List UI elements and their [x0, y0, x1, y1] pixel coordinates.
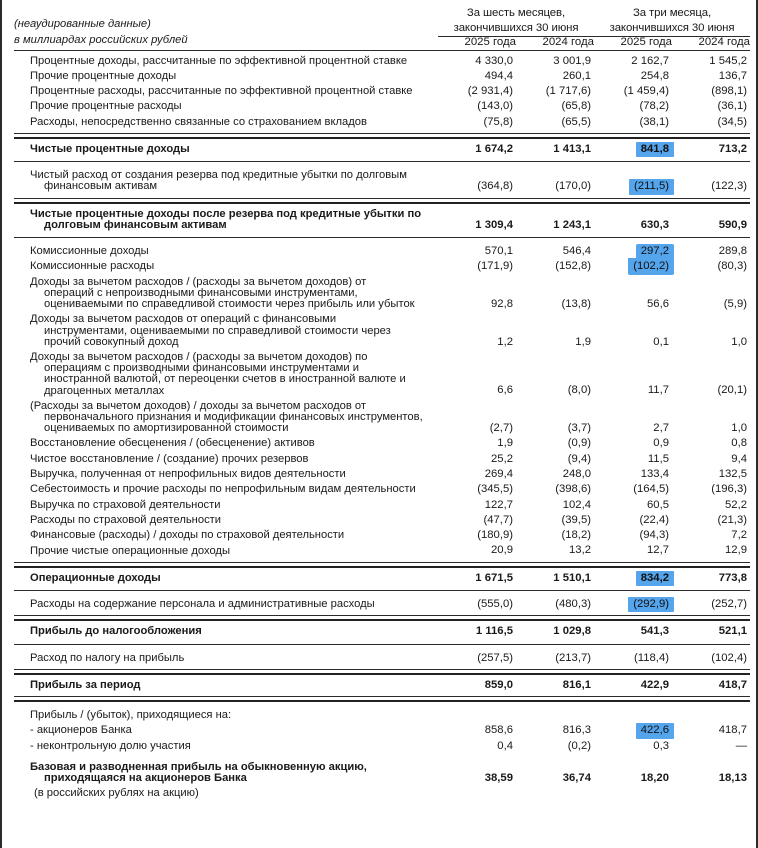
- cell-6m-2025: (180,9): [477, 529, 513, 542]
- cell-3m-2024: 7,2: [731, 529, 747, 542]
- cell-6m-2025: 92,8: [491, 298, 513, 310]
- cell-3m-2025: (118,4): [634, 651, 669, 664]
- cell-6m-2024: 1 243,1: [553, 218, 591, 231]
- table-row: [14, 708, 750, 723]
- table-row: [14, 259, 750, 274]
- cell-6m-2024: 1,9: [575, 335, 591, 348]
- cell-3m-2024: 521,1: [718, 625, 747, 638]
- cell-3m-2025: 60,5: [647, 498, 669, 511]
- cell-3m-2024: (80,3): [717, 260, 747, 273]
- cell-3m-2025: 11,7: [647, 384, 669, 397]
- highlight-chip: (102,2): [628, 258, 674, 274]
- cell-3m-2025-highlighted: [594, 244, 672, 259]
- cell-3m-2025-highlighted: [594, 259, 672, 274]
- cell-6m-2024: (9,4): [567, 452, 591, 465]
- cell-6m-2025: 570,1: [484, 245, 513, 258]
- table-row: [14, 723, 750, 738]
- cell-6m-2025: 494,4: [484, 69, 513, 82]
- cell-6m-2024: (0,9): [567, 437, 591, 450]
- cell-6m-2025: 1 674,2: [475, 142, 513, 155]
- cell-6m-2024: (213,7): [555, 651, 591, 664]
- table-row: [14, 244, 750, 259]
- cell-6m-2024: 260,1: [562, 69, 591, 82]
- table-row: [14, 651, 750, 666]
- cell-6m-2024: (398,6): [555, 483, 591, 496]
- row-label: Выручка по страховой деятельности: [30, 498, 221, 511]
- cell-3m-2025-highlighted: [594, 597, 672, 612]
- row-label: Выручка, полученная от непрофильных видов деятельности: [30, 468, 346, 481]
- highlight-chip: 422,6: [636, 723, 674, 738]
- cell-3m-2025: 12,7: [647, 544, 669, 557]
- cell-3m-2024: (20,1): [717, 384, 747, 397]
- cell-3m-2024: 590,9: [718, 218, 747, 231]
- cell-3m-2024: (252,7): [711, 598, 747, 610]
- table-row: [14, 513, 750, 528]
- cell-6m-2025: (143,0): [477, 100, 513, 113]
- cell-6m-2025: (171,9): [477, 260, 513, 273]
- header-year-6m-2024: 2024 года: [542, 36, 594, 49]
- cell-6m-2024: (65,8): [561, 100, 591, 113]
- row-label: Прочие процентные доходы: [30, 69, 177, 82]
- cell-6m-2024: (0,2): [567, 739, 591, 752]
- table-row: [14, 467, 750, 482]
- cell-6m-2025: 1 671,5: [475, 571, 513, 584]
- units-line-1: (неаудированные данные): [14, 18, 151, 31]
- row-label: Расходы на содержание персонала и административные расходы: [30, 598, 375, 611]
- cell-6m-2024: [516, 786, 594, 801]
- highlight-chip: 841,8: [636, 142, 674, 157]
- cell-3m-2025: (94,3): [639, 529, 669, 542]
- cell-3m-2024: [672, 786, 750, 801]
- cell-6m-2025: 4 330,0: [475, 54, 513, 67]
- cell-3m-2024: 52,2: [725, 498, 747, 511]
- cell-6m-2025: [438, 708, 516, 723]
- table-row: [14, 597, 750, 612]
- row-label: Базовая и разводненная прибыль на обыкновенную акцию, приходящаяся на акционеров Банка: [30, 760, 367, 785]
- table-row: [14, 399, 750, 437]
- cell-6m-2025: (555,0): [477, 598, 513, 610]
- cell-3m-2025: [594, 708, 672, 723]
- cell-3m-2024: (898,1): [711, 85, 747, 98]
- cell-3m-2024: [672, 708, 750, 723]
- cell-3m-2025: 11,5: [647, 452, 669, 465]
- row-label: Чистые процентные доходы после резерва под кредитные убытки по долговым финансовым активам: [30, 207, 422, 231]
- row-label: Чистое восстановление / (создание) прочих резервов: [30, 452, 309, 465]
- cell-6m-2024: (170,0): [555, 180, 591, 193]
- header-year-3m-2025: 2025 года: [620, 36, 672, 49]
- table-row: [14, 69, 750, 84]
- cell-3m-2025: 2,7: [653, 422, 669, 435]
- cell-6m-2025: (345,5): [477, 483, 513, 496]
- row-label: Расход по налогу на прибыль: [30, 651, 185, 664]
- cell-6m-2025: 858,6: [484, 724, 513, 737]
- cell-3m-2024: 418,7: [718, 678, 747, 691]
- table-row: [14, 350, 750, 399]
- row-label: Расходы, непосредственно связанные со страхованием вкладов: [30, 115, 367, 128]
- cell-3m-2024: 1,0: [731, 422, 747, 435]
- table-row-total: [14, 207, 750, 233]
- table-row: [14, 115, 750, 130]
- cell-3m-2024-dash: —: [735, 739, 747, 752]
- cell-3m-2025: (38,1): [639, 115, 669, 128]
- statement-sheet: [2, 0, 756, 848]
- cell-6m-2024: (39,5): [561, 513, 591, 526]
- cell-3m-2025: 541,3: [640, 625, 669, 638]
- table-row: [14, 99, 750, 114]
- cell-3m-2024: (36,1): [717, 100, 747, 113]
- cell-6m-2024: 3 001,9: [553, 54, 591, 67]
- cell-6m-2025: 1 309,4: [475, 218, 513, 231]
- income-statement-table: [14, 6, 750, 802]
- table-row-total: [14, 678, 750, 693]
- cell-3m-2025: 56,6: [647, 298, 669, 310]
- cell-3m-2025: 254,8: [640, 69, 669, 82]
- cell-6m-2025: 6,6: [497, 384, 513, 397]
- cell-6m-2024: (152,8): [555, 260, 591, 273]
- cell-6m-2025: 1,9: [497, 437, 513, 450]
- table-row: [14, 498, 750, 513]
- row-label: Прочие процентные расходы: [30, 100, 182, 113]
- cell-6m-2025: 269,4: [484, 467, 513, 480]
- row-label: (Расходы за вычетом доходов) / доходы за вычетом расходов от первоначального признания и модификации финансовых инструментов, оцениваемых по амортизированной стоимости: [30, 399, 423, 435]
- row-label: Процентные доходы, рассчитанные по эффективной процентной ставке: [30, 54, 408, 67]
- table-row: [14, 312, 750, 350]
- cell-6m-2024: 816,1: [562, 678, 591, 691]
- row-label: Прочие чистые операционные доходы: [30, 544, 231, 557]
- cell-3m-2024: 418,7: [718, 724, 747, 737]
- cell-6m-2025: (257,5): [477, 651, 513, 664]
- cell-6m-2025: 1,2: [497, 335, 513, 348]
- cell-3m-2024: (21,3): [717, 513, 747, 526]
- highlight-chip: (211,5): [629, 179, 674, 194]
- header-year-6m-2025: 2025 года: [464, 36, 516, 49]
- cell-6m-2024: 13,2: [569, 544, 591, 557]
- cell-6m-2024: 546,4: [562, 245, 591, 258]
- cell-6m-2025: [438, 786, 516, 801]
- cell-3m-2024: 18,13: [718, 772, 747, 785]
- units-line-2: в миллиардах российских рублей: [14, 34, 188, 47]
- cell-3m-2024: (122,3): [711, 180, 747, 193]
- cell-6m-2025: 38,59: [484, 772, 513, 785]
- cell-6m-2024: [516, 708, 594, 723]
- row-label: Комиссионные расходы: [30, 260, 155, 273]
- cell-6m-2024: 1 029,8: [553, 625, 591, 638]
- table-row: [14, 54, 750, 69]
- row-label: Восстановление обесценения / (обесценение) активов: [30, 437, 315, 450]
- row-label: Себестоимость и прочие расходы по непрофильным видам деятельности: [30, 483, 416, 496]
- cell-3m-2025: [594, 786, 672, 801]
- table-row: [14, 275, 750, 313]
- cell-6m-2025: (2 931,4): [467, 85, 513, 98]
- cell-6m-2025: (2,7): [489, 422, 513, 435]
- cell-3m-2025: 2 162,7: [631, 54, 669, 67]
- table-row-total: [14, 142, 750, 157]
- cell-6m-2024: 102,4: [562, 498, 591, 511]
- cell-6m-2024: 1 413,1: [553, 142, 591, 155]
- cell-6m-2024: (3,7): [567, 422, 591, 435]
- table-row: [14, 168, 750, 194]
- cell-6m-2024: (1 717,6): [545, 85, 591, 98]
- cell-3m-2024: 136,7: [718, 69, 747, 82]
- cell-3m-2025-highlighted: [594, 142, 672, 157]
- row-label: - акционеров Банка: [30, 724, 132, 737]
- cell-3m-2024: 289,8: [718, 245, 747, 258]
- cell-6m-2025: 25,2: [491, 452, 513, 465]
- cell-3m-2024: 9,4: [731, 452, 747, 465]
- cell-3m-2024: 12,9: [725, 544, 747, 557]
- cell-3m-2025: 630,3: [640, 218, 669, 231]
- row-label: Прибыль / (убыток), приходящиеся на:: [30, 709, 232, 722]
- table-row-total: [14, 571, 750, 586]
- cell-3m-2024: (102,4): [711, 651, 747, 664]
- cell-6m-2024: (13,8): [561, 298, 591, 310]
- table-row: [14, 739, 750, 754]
- cell-3m-2025-highlighted: [594, 168, 672, 194]
- table-row-total: [14, 624, 750, 639]
- cell-3m-2025: 133,4: [640, 467, 669, 480]
- cell-3m-2025: (22,4): [639, 513, 669, 526]
- highlight-chip: 297,2: [636, 244, 674, 260]
- row-label: Доходы за вычетом расходов / (расходы за вычетом доходов) по операциям с производными финансовыми инструментами и иностранной валютой, от переоценки счетов в иностранной валюте и драгоценных металлах: [30, 350, 406, 397]
- cell-6m-2025: 122,7: [484, 498, 513, 511]
- cell-6m-2024: 816,3: [562, 724, 591, 737]
- table-row: [14, 543, 750, 558]
- table-row: [14, 452, 750, 467]
- cell-6m-2025: (364,8): [477, 180, 513, 193]
- row-label: Расходы по страховой деятельности: [30, 513, 222, 526]
- cell-6m-2025: 859,0: [484, 678, 513, 691]
- cell-3m-2025-highlighted: [594, 723, 672, 738]
- row-label: Процентные расходы, рассчитанные по эффективной процентной ставке: [30, 85, 413, 98]
- cell-6m-2024: (480,3): [555, 598, 591, 610]
- cell-3m-2024: 0,8: [731, 437, 747, 450]
- row-label: Прибыль до налогообложения: [30, 625, 202, 638]
- cell-3m-2024: 773,8: [718, 571, 747, 584]
- cell-3m-2024: (34,5): [717, 115, 747, 128]
- cell-3m-2025: (1 459,4): [623, 85, 669, 98]
- cell-3m-2024: 132,5: [718, 467, 747, 480]
- table-row: [14, 482, 750, 497]
- cell-3m-2025: (164,5): [633, 483, 669, 496]
- cell-3m-2025: 18,20: [640, 772, 669, 785]
- cell-3m-2025: 0,1: [653, 335, 669, 348]
- cell-3m-2024: (5,9): [723, 298, 747, 310]
- highlight-chip: 834,2: [636, 571, 674, 586]
- cell-6m-2025: (75,8): [483, 115, 513, 128]
- cell-6m-2025: 20,9: [491, 544, 513, 557]
- header-year-3m-2024: 2024 года: [698, 36, 750, 49]
- cell-6m-2024: (65,5): [561, 115, 591, 128]
- row-label: Прибыль за период: [30, 678, 141, 691]
- cell-6m-2025: 1 116,5: [475, 625, 513, 638]
- row-label: Доходы за вычетом расходов / (расходы за вычетом доходов) от операций с непроизводными финансовыми инструментами, оцениваемыми по справедливой стоимости через прибыль или убыток: [30, 275, 415, 311]
- row-label: Комиссионные доходы: [30, 245, 149, 258]
- row-label: Операционные доходы: [30, 571, 161, 584]
- cell-6m-2024: (8,0): [567, 384, 591, 397]
- cell-6m-2024: (18,2): [561, 529, 591, 542]
- cell-6m-2024: 1 510,1: [553, 571, 591, 584]
- row-label: Финансовые (расходы) / доходы по страховой деятельности: [30, 529, 345, 542]
- header-group-three-months: За три месяца, закончившихся 30 июня: [594, 6, 750, 37]
- cell-3m-2025: (78,2): [639, 100, 669, 113]
- table-row-eps: [14, 760, 750, 786]
- cell-3m-2024: 713,2: [718, 142, 747, 155]
- cell-6m-2024: 36,74: [562, 772, 591, 785]
- cell-3m-2024: 1 545,2: [709, 54, 747, 67]
- highlight-chip: (292,9): [628, 597, 674, 612]
- units-caption: [14, 6, 438, 49]
- header-group-six-months: За шесть месяцев, закончившихся 30 июня: [438, 6, 594, 37]
- row-label: Чистый расход от создания резерва под кредитные убытки по долговым финансовым активам: [30, 169, 407, 193]
- table-row-eps-note: [14, 786, 750, 801]
- table-row: [14, 528, 750, 543]
- cell-3m-2025: 0,9: [653, 437, 669, 450]
- cell-6m-2024: 248,0: [562, 467, 591, 480]
- row-label: Доходы за вычетом расходов от операций с финансовыми инструментами, оцениваемыми по справедливой стоимости через прочий совокупный доход: [30, 313, 391, 348]
- cell-3m-2025-highlighted: [594, 571, 672, 586]
- cell-6m-2025: 0,4: [497, 739, 513, 752]
- row-label: - неконтрольную долю участия: [30, 739, 191, 752]
- cell-3m-2025: 0,3: [653, 739, 669, 752]
- row-label: (в российских рублях на акцию): [34, 787, 199, 800]
- cell-3m-2025: 422,9: [640, 678, 669, 691]
- cell-3m-2024: (196,3): [711, 483, 747, 496]
- table-row: [14, 84, 750, 99]
- row-label: Чистые процентные доходы: [30, 143, 190, 156]
- header-group-row: [14, 6, 750, 37]
- cell-6m-2025: (47,7): [483, 513, 513, 526]
- cell-3m-2024: 1,0: [731, 335, 747, 348]
- table-row: [14, 436, 750, 451]
